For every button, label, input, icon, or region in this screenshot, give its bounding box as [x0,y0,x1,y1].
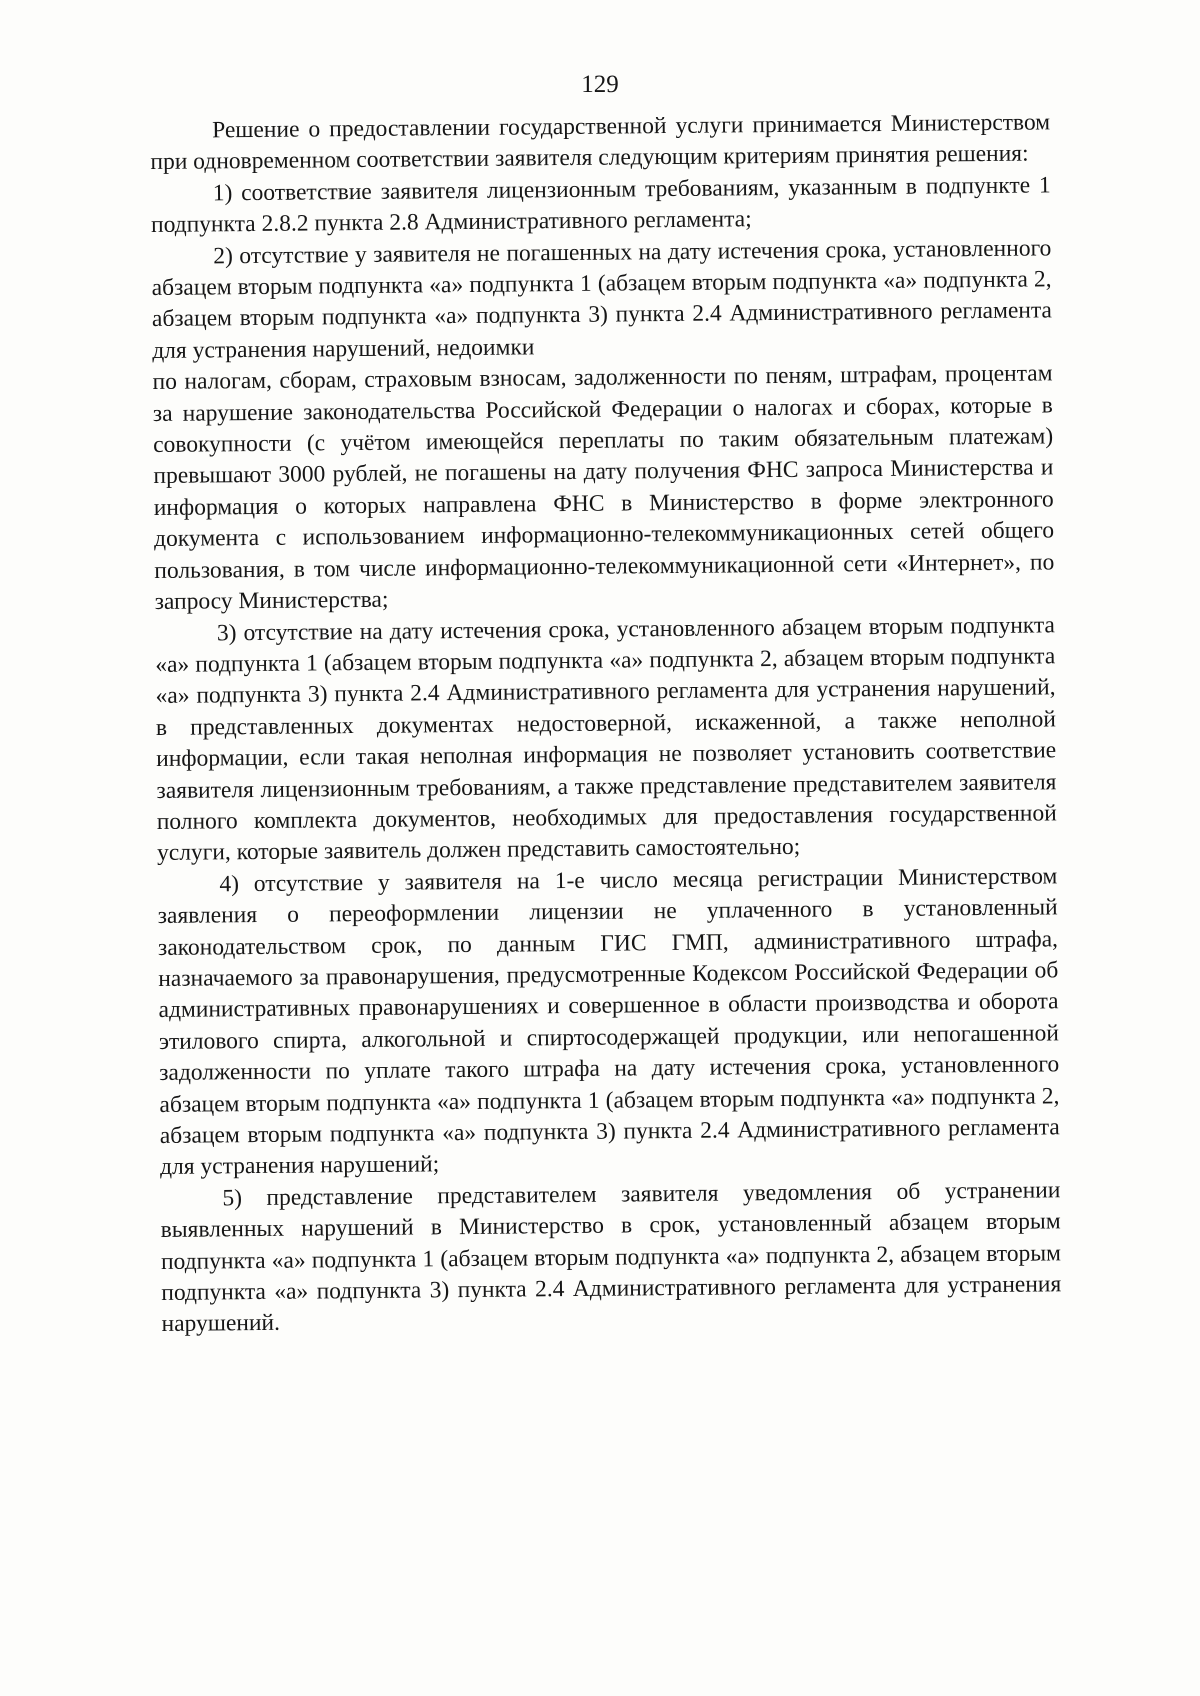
paragraph-item-2-continued: по налогам, сборам, страховым взносам, задолженности по пеням, штрафам, процентам за нарушение законодательства Российской Федерации о налогах и сборах, которые в совокупности (с учётом имеющейся переплаты по таким обязательным платежам) превышают 3000 рублей, не погашены на дату получения ФНС запроса Министерства и информация о которых направлена ФНС в Министерство в форме электронного документа с использованием информационно-телекоммуникационных сетей общего пользования, в том числе информационно-телекоммуникационной сети «Интернет», по запросу Министерства; [152,360,1055,616]
paragraph-item-3: 3) отсутствие на дату истечения срока, установленного абзацем вторым подпункта «а» подпункта 1 (абзацем вторым подпункта «а» подпункта 2, абзацем вторым подпункта «а» подпункта 3) пункта 2.4 Административного регламента для устранения нарушений, в представленных документах недостоверной, искаженной, а также неполной информации, если такая неполная информация не позволяет установить соответствие заявителя лицензионным требованиям, а также представление представителем заявителя полного комплекта документов, необходимых для предоставления государственной услуги, которые заявитель должен представить самостоятельно; [155,611,1057,867]
paragraph-item-5: 5) представление представителем заявителя уведомления об устранении выявленных нарушений в Министерство в срок, установленный абзацем вторым подпункта «а» подпункта 1 (абзацем вторым подпункта «а» подпункта 2, абзацем вторым подпункта «а» подпункта 3) пункта 2.4 Административного регламента для устранения нарушений. [160,1177,1062,1338]
page-number: 129 [581,71,619,98]
paragraph-intro: Решение о предоставлении государственной услуги принимается Министерством при одновременном соответствии заявителя следующим критериям принятия решения: [150,109,1051,176]
paragraph-item-2: 2) отсутствие у заявителя не погашенных на дату истечения срока, установленного абзацем вторым подпункта «а» подпункта 1 (абзацем вторым подпункта «а» подпункта 2, абзацем вторым подпункта «а» подпункта 3) пункта 2.4 Административного регламента для устранения нарушений, недоимки [151,234,1053,364]
document-body [150,107,1062,1340]
paragraph-item-1: 1) соответствие заявителя лицензионным требованиям, указанным в подпункте 1 подпункта 2.8.2 пункта 2.8 Административного регламента; [150,172,1051,239]
paragraph-item-4: 4) отсутствие у заявителя на 1-е число месяца регистрации Министерством заявления о переоформлении лицензии не уплаченного в установленный законодательством срок, по данным ГИС ГМП, административного штрафа, назначаемого за правонарушения, предусмотренные Кодексом Российской Федерации об административных правонарушениях и совершенное в области производства и оборота этилового спирта, алкогольной и спиртосодержащей продукции, или непогашенной задолженности по уплате такого штрафа на дату истечения срока, установленного абзацем вторым подпункта «а» подпункта 1 (абзацем вторым подпункта «а» подпункта 2, абзацем вторым подпункта «а» подпункта 3) пункта 2.4 Административного регламента для устранения нарушений; [157,863,1060,1181]
